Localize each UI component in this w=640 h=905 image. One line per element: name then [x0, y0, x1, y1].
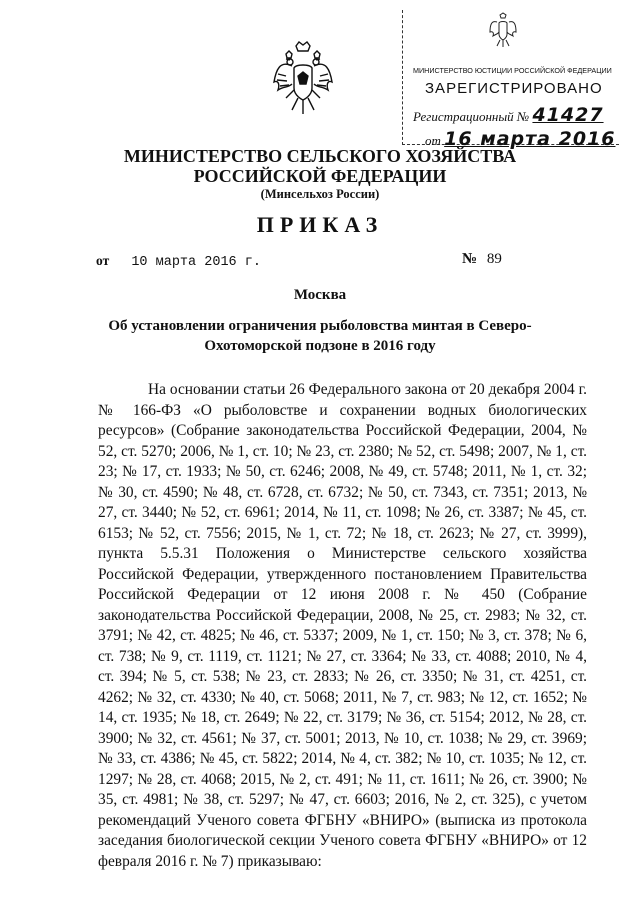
order-number-value: 89: [486, 251, 502, 267]
body-paragraph: На основании статьи 26 Федерального закона от 20 декабря 2004 г. № 166-ФЗ «О рыболовстве и сохранении водных биологических ресурсов» (Собрание законодательства Российской Федерации, 2004, № 52, ст. 5270; 2006, № 1, ст. 10; № 23, ст. 2380; № 52, ст. 5498; 2007, № 1, ст. 23; № 17, ст. 1933; № 50, ст. 6246; 2008, № 49, ст. 5748; 2011, № 1, ст. 32; № 30, ст. 4590; № 48, ст. 6728, ст. 6732; № 50, ст. 7343, ст. 7351; 2013, № 27, ст. 3440; № 52, ст. 6961; 2014, № 11, ст. 1098; № 26, ст. 3387; № 45, ст. 6153; № 52, ст. 7556; 2015, № 1, ст. 72; № 18, ст. 2623; № 27, ст. 3999), пункта 5.5.31 Положения о Министерстве сельского хозяйства Российской Федерации, утвержденного постановлением Правительства Российской Федерации от 12 июня 2008 г. № 450 (Собрание законодательства Российской Федерации, 2008, № 25, ст. 2983; № 32, ст. 3791; № 42, ст. 4825; № 46, ст. 5337; 2009, № 1, ст. 150; № 3, ст. 378; № 6, ст. 738; № 9, ст. 1119, ст. 1121; № 27, ст. 3364; № 33, ст. 4088; 2010, № 4, ст. 394; № 5, ст. 538; № 23, ст. 2833; № 26, ст. 3350; № 31, ст. 4251, ст. 4262; № 32, ст. 4330; № 40, ст. 5068; 2011, № 7, ст. 983; № 12, ст. 1652; № 14, ст. 1935; № 18, ст. 2649; № 22, ст. 3179; № 36, ст. 5154; 2012, № 28, ст. 3900; № 32, ст. 4561; № 37, ст. 5001; 2013, № 10, ст. 1038; № 29, ст. 3969; № 33, ст. 4386; № 45, ст. 5822; 2014, № 4, ст. 382; № 10, ст. 1035; № 12, ст. 1297; № 28, ст. 4068; 2015, № 2, ст. 491; № 11, ст. 1611; № 26, ст. 3900; № 35, ст. 4981; № 38, ст. 5297; № 47, ст. 6603; 2016, № 2, ст. 325), с учетом рекомендаций Ученого совета ФГБНУ «ВНИРО» (выписка из протокола заседания биологической секции Ученого совета ФГБНУ «ВНИРО» от 12 февраля 2016 г. № 7) приказываю:: [98, 381, 587, 870]
document-title-line2: Охотоморской подзоне в 2016 году: [204, 338, 436, 354]
stamp-registered-label: ЗАРЕГИСТРИРОВАНО: [425, 80, 603, 97]
order-date: [96, 253, 261, 270]
order-number: [462, 251, 502, 268]
order-date-prefix: от: [96, 253, 110, 268]
org-name-line1: МИНИСТЕРСТВО СЕЛЬСКОГО ХОЗЯЙСТВА: [123, 146, 517, 166]
coat-of-arms-emblem-icon: [272, 40, 334, 116]
stamp-date-label: от: [425, 133, 441, 148]
stamp-date-value: 16 марта 2016: [444, 128, 616, 150]
stamp-registration-number: [413, 104, 604, 126]
stamp-regno-label: Регистрационный №: [413, 109, 530, 124]
document-title-line1: Об установлении ограничения рыболовства минтая в Северо-: [108, 318, 532, 334]
registration-stamp: [402, 10, 619, 150]
stamp-emblem-icon: [489, 12, 517, 48]
order-number-sign: №: [462, 251, 478, 267]
document-type: ПРИКАЗ: [256, 212, 384, 237]
org-name-line2: РОССИЙСКОЙ ФЕДЕРАЦИИ: [193, 166, 447, 186]
city: Москва: [293, 287, 347, 303]
order-date-value: 10 марта 2016 г.: [131, 255, 261, 270]
stamp-ministry-name: МИНИСТЕРСТВО ЮСТИЦИИ РОССИЙСКОЙ ФЕДЕРАЦИИ: [413, 66, 612, 75]
stamp-regno-value: 41427: [532, 104, 604, 126]
org-short-name: (Минсельхоз России): [260, 187, 380, 201]
